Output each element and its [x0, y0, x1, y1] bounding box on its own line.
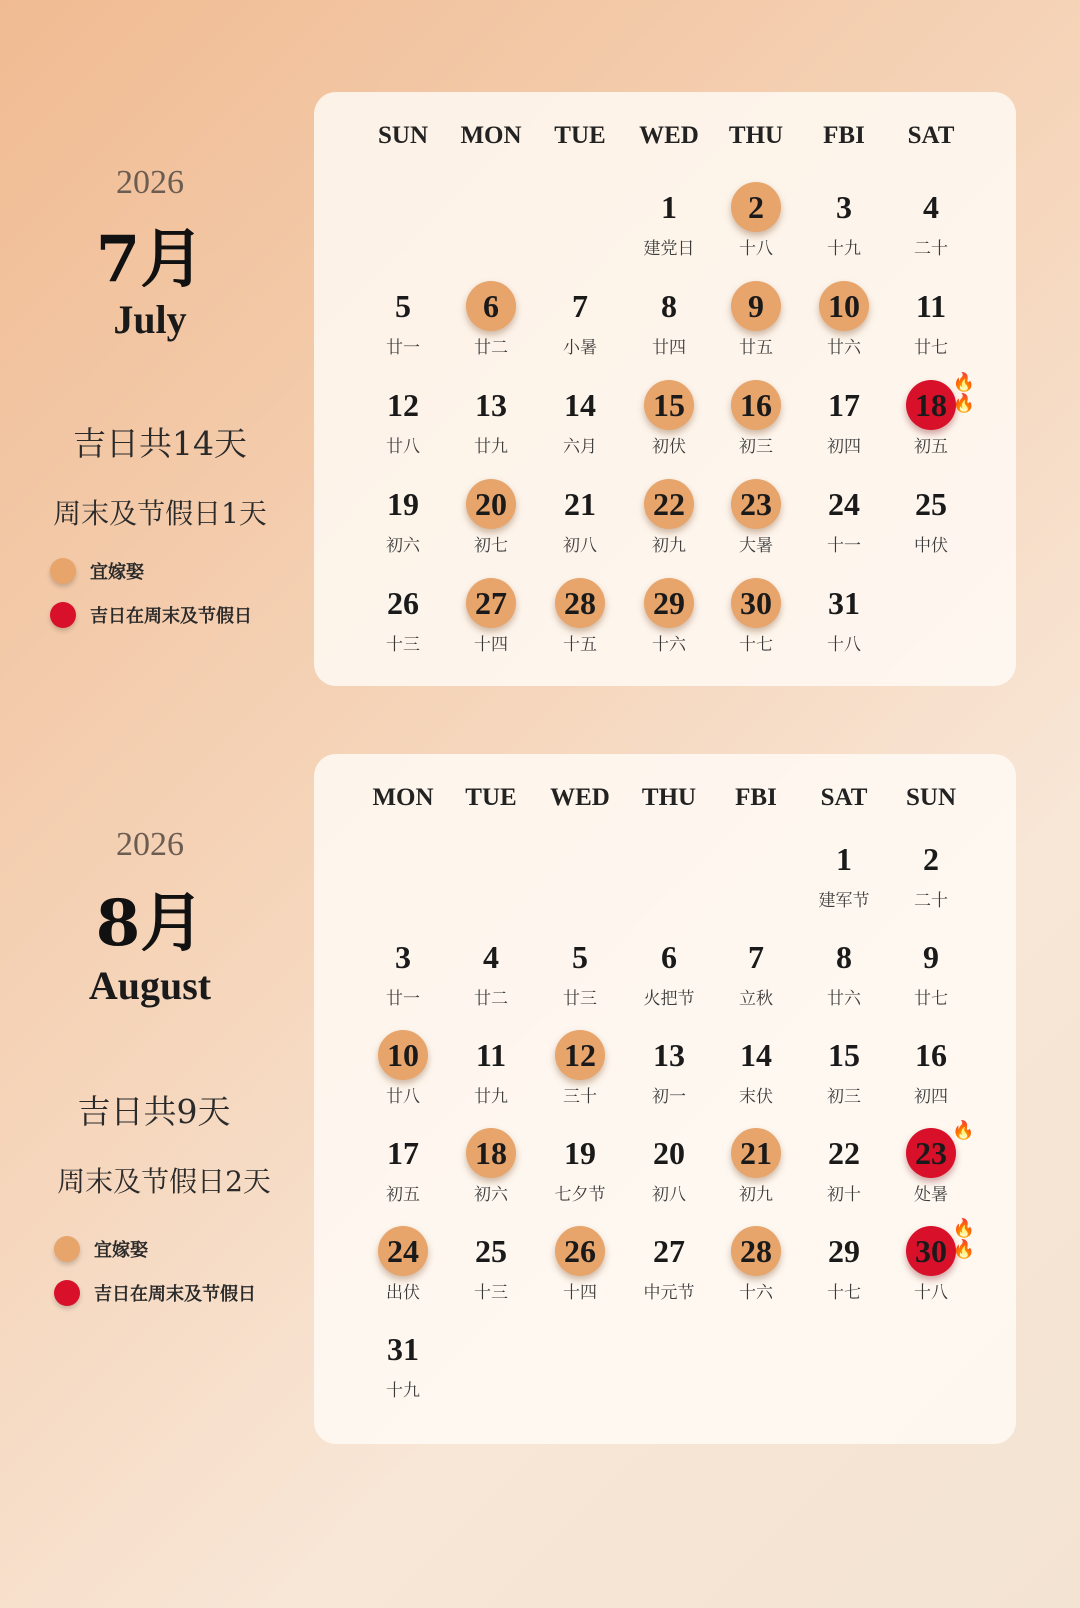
calendar-day[interactable] — [624, 479, 714, 556]
day-number: 19 — [387, 486, 419, 522]
legend-holiday-label: 吉日在周末及节假日 — [90, 606, 252, 627]
calendar-day[interactable] — [799, 1030, 889, 1107]
lunar-date-label: 十九 — [827, 239, 861, 259]
lunar-date-label: 出伏 — [386, 1283, 420, 1303]
lunar-date-label: 十三 — [474, 1283, 508, 1303]
lunar-date-label: 初五 — [914, 437, 948, 457]
lunar-date-label: 初六 — [474, 1185, 508, 1205]
lunar-date-label: 十一 — [827, 536, 861, 556]
calendar-day[interactable] — [799, 1128, 889, 1205]
calendar-day[interactable] — [358, 1030, 448, 1107]
lunar-date-label: 建军节 — [818, 891, 870, 911]
day-number: 9 — [731, 281, 781, 331]
auspicious-dot-icon — [54, 1236, 80, 1262]
calendar-day[interactable] — [535, 281, 625, 358]
day-number: 12 — [387, 387, 419, 423]
day-number: 31 — [387, 1331, 419, 1367]
day-number: 15 — [644, 380, 694, 430]
calendar-day[interactable] — [535, 1226, 625, 1303]
calendar-day[interactable] — [711, 281, 801, 358]
weekday-header: SAT — [820, 784, 868, 811]
lunar-date-label: 小暑 — [563, 338, 597, 358]
lunar-date-label: 初四 — [914, 1087, 948, 1107]
weekday-header: FBI — [823, 122, 865, 149]
lunar-date-label: 十七 — [827, 1283, 861, 1303]
august-calendar-card — [314, 754, 1016, 1444]
calendar-day[interactable] — [624, 1226, 714, 1303]
day-number: 18 — [906, 380, 956, 430]
calendar-day[interactable] — [446, 1030, 536, 1107]
calendar-day[interactable] — [886, 1218, 976, 1303]
lunar-date-label: 十三 — [386, 635, 420, 655]
calendar-day[interactable] — [535, 578, 625, 655]
day-number: 8 — [661, 288, 677, 324]
month-english-title: July — [113, 297, 187, 342]
weekday-header: SUN — [905, 784, 956, 811]
month-chinese-title: 7月 — [95, 222, 205, 297]
calendar-day[interactable] — [886, 182, 976, 259]
day-number: 21 — [564, 486, 596, 522]
day-number: 30 — [906, 1226, 956, 1276]
calendar-day[interactable] — [358, 1226, 448, 1303]
day-number: 5 — [395, 288, 411, 324]
lunar-date-label: 处暑 — [914, 1185, 948, 1205]
lunar-date-label: 初七 — [474, 536, 508, 556]
day-number: 17 — [828, 387, 860, 423]
day-number: 4 — [483, 939, 499, 975]
day-number: 19 — [564, 1135, 596, 1171]
calendar-day[interactable] — [711, 380, 801, 457]
day-number: 29 — [828, 1233, 860, 1269]
lunar-date-label: 火把节 — [643, 989, 695, 1009]
lunar-date-label: 初四 — [827, 437, 861, 457]
calendar-day[interactable] — [446, 932, 536, 1009]
day-number: 2 — [731, 182, 781, 232]
lunar-date-label: 大暑 — [739, 536, 773, 556]
lunar-date-label: 廿八 — [386, 437, 420, 457]
weekday-header: WED — [550, 784, 610, 811]
day-number: 3 — [395, 939, 411, 975]
lunar-date-label: 初十 — [827, 1185, 861, 1205]
lunar-date-label: 七夕节 — [554, 1185, 606, 1205]
calendar-day[interactable] — [535, 380, 625, 457]
lunar-date-label: 十八 — [827, 635, 861, 655]
calendar-day[interactable] — [886, 1120, 976, 1205]
calendar-day[interactable] — [799, 380, 889, 457]
day-number: 25 — [915, 486, 947, 522]
holiday-dot-icon — [54, 1280, 80, 1306]
weekday-header: FBI — [735, 784, 777, 811]
lunar-date-label: 廿九 — [474, 1087, 508, 1107]
lunar-date-label: 末伏 — [739, 1087, 773, 1107]
holiday-dot-icon — [50, 602, 76, 628]
calendar-day[interactable] — [358, 281, 448, 358]
lunar-date-label: 立秋 — [739, 989, 773, 1009]
day-number: 25 — [475, 1233, 507, 1269]
calendar-day[interactable] — [799, 932, 889, 1009]
calendar-day[interactable] — [446, 1128, 536, 1205]
day-number: 21 — [731, 1128, 781, 1178]
calendar-day[interactable] — [886, 1030, 976, 1107]
day-number: 2 — [923, 841, 939, 877]
weekday-header: TUE — [465, 784, 517, 811]
day-number: 29 — [644, 578, 694, 628]
day-number: 6 — [466, 281, 516, 331]
day-number: 1 — [836, 841, 852, 877]
lunar-date-label: 十八 — [739, 239, 773, 259]
calendar-day[interactable] — [624, 578, 714, 655]
calendar-day[interactable] — [711, 182, 801, 259]
calendar-day[interactable] — [799, 182, 889, 259]
day-number: 11 — [475, 1037, 507, 1073]
calendar-day[interactable] — [886, 281, 976, 358]
lunar-date-label: 廿二 — [474, 338, 508, 358]
weekday-header: THU — [641, 784, 697, 811]
calendar-day[interactable] — [446, 1226, 536, 1303]
lunar-date-label: 廿一 — [386, 338, 420, 358]
lunar-date-label: 廿二 — [474, 989, 508, 1009]
day-number: 20 — [653, 1135, 685, 1171]
calendar-day[interactable] — [799, 479, 889, 556]
calendar-day[interactable] — [535, 932, 625, 1009]
lunar-date-label: 初九 — [739, 1185, 773, 1205]
legend-holiday — [50, 602, 252, 628]
flame-icon: 🔥 — [952, 1120, 975, 1141]
calendar-day[interactable] — [711, 578, 801, 655]
calendar-day[interactable] — [886, 834, 976, 911]
day-number: 17 — [387, 1135, 419, 1171]
day-number: 1 — [661, 189, 677, 225]
lunar-date-label: 十八 — [914, 1283, 948, 1303]
day-number: 24 — [378, 1226, 428, 1276]
calendar-day[interactable] — [535, 1030, 625, 1107]
day-number: 11 — [915, 288, 947, 324]
day-number: 26 — [555, 1226, 605, 1276]
lunar-date-label: 廿八 — [386, 1087, 420, 1107]
weekend-holiday-count: 周末及节假日2天 — [57, 1165, 271, 1198]
lunar-date-label: 廿六 — [827, 989, 861, 1009]
calendar-day[interactable] — [624, 281, 714, 358]
lunar-date-label: 二十 — [914, 239, 948, 259]
day-number: 20 — [466, 479, 516, 529]
calendar-day[interactable] — [446, 578, 536, 655]
day-number: 31 — [828, 585, 860, 621]
day-number: 23 — [906, 1128, 956, 1178]
calendar-day[interactable] — [446, 281, 536, 358]
lunar-date-label: 十四 — [563, 1283, 597, 1303]
calendar-day[interactable] — [799, 1226, 889, 1303]
lunar-date-label: 十九 — [386, 1381, 420, 1401]
lunar-date-label: 初三 — [739, 437, 773, 457]
day-number: 9 — [923, 939, 939, 975]
calendar-day[interactable] — [799, 281, 889, 358]
weekday-header: WED — [639, 122, 699, 149]
day-number: 26 — [387, 585, 419, 621]
day-number: 7 — [748, 939, 764, 975]
day-number: 18 — [466, 1128, 516, 1178]
lunar-date-label: 二十 — [914, 891, 948, 911]
calendar-day[interactable] — [711, 932, 801, 1009]
lunar-date-label: 初三 — [827, 1087, 861, 1107]
day-number: 24 — [828, 486, 860, 522]
day-number: 23 — [731, 479, 781, 529]
day-number: 16 — [731, 380, 781, 430]
month-english-title: August — [88, 963, 212, 1008]
lunar-date-label: 廿三 — [563, 989, 597, 1009]
lunar-date-label: 初八 — [563, 536, 597, 556]
lunar-date-label: 廿四 — [652, 338, 686, 358]
calendar-day[interactable] — [886, 932, 976, 1009]
legend-auspicious — [54, 1236, 148, 1262]
calendar-day[interactable] — [711, 479, 801, 556]
day-number: 14 — [740, 1037, 772, 1073]
day-number: 10 — [378, 1030, 428, 1080]
day-number: 7 — [572, 288, 588, 324]
weekday-header: MON — [372, 784, 434, 811]
lunar-date-label: 廿五 — [739, 338, 773, 358]
lunar-date-label: 建党日 — [643, 239, 695, 259]
lunar-date-label: 十七 — [739, 635, 773, 655]
lunar-date-label: 廿七 — [914, 338, 948, 358]
july-calendar-card — [314, 92, 1016, 686]
day-number: 4 — [923, 189, 939, 225]
day-number: 22 — [644, 479, 694, 529]
calendar-day[interactable] — [711, 1128, 801, 1205]
weekday-header: SAT — [907, 122, 955, 149]
calendar-day[interactable] — [358, 380, 448, 457]
year-label: 2026 — [116, 826, 184, 863]
lunar-date-label: 初六 — [386, 536, 420, 556]
legend-holiday-label: 吉日在周末及节假日 — [94, 1284, 256, 1305]
calendar-day[interactable] — [799, 578, 889, 655]
lunar-date-label: 三十 — [563, 1087, 597, 1107]
day-number: 5 — [572, 939, 588, 975]
calendar-day[interactable] — [624, 1030, 714, 1107]
lunar-date-label: 十六 — [652, 635, 686, 655]
calendar-day[interactable] — [535, 479, 625, 556]
lunar-date-label: 廿七 — [914, 989, 948, 1009]
calendar-day[interactable] — [624, 380, 714, 457]
year-label: 2026 — [116, 164, 184, 201]
auspicious-days-count: 吉日共9天 — [77, 1092, 231, 1131]
lunar-date-label: 初一 — [652, 1087, 686, 1107]
lunar-date-label: 初九 — [652, 536, 686, 556]
calendar-day[interactable] — [358, 479, 448, 556]
lunar-date-label: 十五 — [563, 635, 597, 655]
day-number: 10 — [819, 281, 869, 331]
day-number: 15 — [828, 1037, 860, 1073]
day-number: 27 — [653, 1233, 685, 1269]
day-number: 28 — [555, 578, 605, 628]
auspicious-days-count: 吉日共14天 — [73, 424, 247, 463]
day-number: 16 — [915, 1037, 947, 1073]
weekday-header: THU — [728, 122, 784, 149]
calendar-day[interactable] — [358, 932, 448, 1009]
calendar-day[interactable] — [799, 834, 889, 911]
day-number: 22 — [828, 1135, 860, 1171]
calendar-day[interactable] — [886, 372, 976, 457]
legend-auspicious-label: 宜嫁娶 — [94, 1240, 148, 1261]
auspicious-dot-icon — [50, 558, 76, 584]
legend-auspicious-label: 宜嫁娶 — [90, 562, 144, 583]
calendar-day[interactable] — [624, 932, 714, 1009]
weekday-header: SUN — [377, 122, 428, 149]
calendar-day[interactable] — [886, 479, 976, 556]
day-number: 12 — [555, 1030, 605, 1080]
lunar-date-label: 十六 — [739, 1283, 773, 1303]
lunar-date-label: 十四 — [474, 635, 508, 655]
day-number: 3 — [836, 189, 852, 225]
day-number: 27 — [466, 578, 516, 628]
calendar-day[interactable] — [358, 1128, 448, 1205]
day-number: 13 — [475, 387, 507, 423]
calendar-day[interactable] — [711, 1030, 801, 1107]
calendar-day[interactable] — [358, 578, 448, 655]
day-number: 28 — [731, 1226, 781, 1276]
lunar-date-label: 廿九 — [474, 437, 508, 457]
day-number: 13 — [653, 1037, 685, 1073]
calendar-day[interactable] — [711, 1226, 801, 1303]
lunar-date-label: 廿六 — [827, 338, 861, 358]
weekday-header: TUE — [554, 122, 606, 149]
weekday-header: MON — [460, 122, 522, 149]
calendar-day[interactable] — [446, 479, 536, 556]
day-number: 6 — [661, 939, 677, 975]
legend-auspicious — [50, 558, 144, 584]
lunar-date-label: 初伏 — [652, 437, 686, 457]
lunar-date-label: 中元节 — [643, 1283, 695, 1303]
calendar-day[interactable] — [535, 1128, 625, 1205]
flame-icon: 🔥🔥 — [952, 372, 976, 414]
month-chinese-title: 8月 — [95, 886, 205, 961]
day-number: 14 — [564, 387, 596, 423]
calendar-day[interactable] — [624, 1128, 714, 1205]
weekend-holiday-count: 周末及节假日1天 — [53, 497, 267, 530]
calendar-day[interactable] — [446, 380, 536, 457]
lunar-date-label: 初八 — [652, 1185, 686, 1205]
legend-holiday — [54, 1280, 256, 1306]
lunar-date-label: 廿一 — [386, 989, 420, 1009]
calendar-day[interactable] — [624, 182, 714, 259]
lunar-date-label: 六月 — [563, 437, 597, 457]
day-number: 30 — [731, 578, 781, 628]
day-number: 8 — [836, 939, 852, 975]
lunar-date-label: 中伏 — [914, 536, 948, 556]
calendar-day[interactable] — [358, 1324, 448, 1401]
flame-icon: 🔥🔥 — [952, 1218, 976, 1260]
lunar-date-label: 初五 — [386, 1185, 420, 1205]
